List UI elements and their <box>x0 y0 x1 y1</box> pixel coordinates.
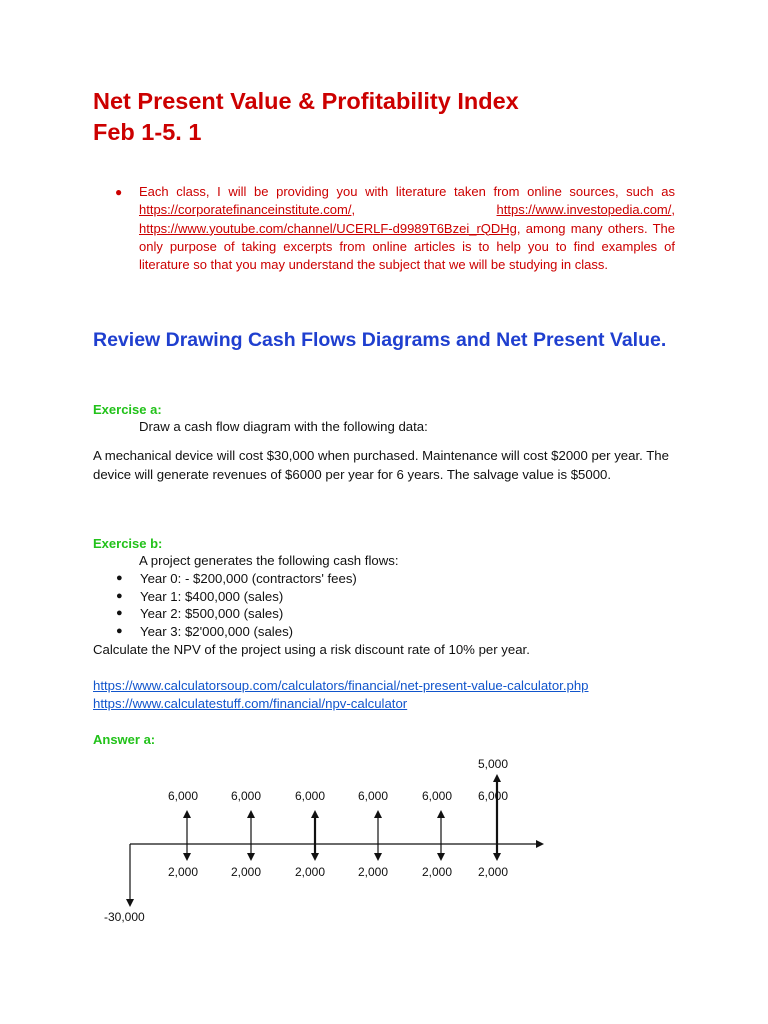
bullet-dot-icon: ● <box>116 572 123 584</box>
revenue-label-2: 6,000 <box>231 789 262 803</box>
maintenance-label-3: 2,000 <box>295 865 326 879</box>
salvage-label: 5,000 <box>478 757 509 771</box>
link-cfi[interactable]: https://corporatefinanceinstitute.com/ <box>139 202 352 218</box>
list-item-text: Year 2: $500,000 (sales) <box>140 606 284 622</box>
exercise-a-instruction: Draw a cash flow diagram with the following data: <box>139 419 428 434</box>
exercise-a-label: Exercise a: <box>93 402 162 417</box>
intro-sep-2: , <box>671 202 675 218</box>
link-calculatestuff[interactable]: https://www.calculatestuff.com/financial/npv-calculator <box>93 695 408 711</box>
intro-text-part-1: Each class, I will be providing you with literature taken from online sources, such as <box>139 184 675 199</box>
initial-cost-label: -30,000 <box>104 910 145 924</box>
link-calculatorsoup[interactable]: https://www.calculatorsoup.com/calculators/financial/net-present-value-calculator.php <box>93 678 589 693</box>
title-line-2: Feb 1-5. 1 <box>93 119 202 145</box>
maintenance-label-5: 2,000 <box>422 865 453 879</box>
list-item-text: Year 0: - $200,000 (contractors' fees) <box>140 571 357 586</box>
link-investopedia[interactable]: https://www.investopedia.com/ <box>496 202 672 218</box>
maintenance-label-6: 2,000 <box>478 865 509 879</box>
intro-text-part-2: , among many others. The only purpose of taking excerpts from online articles is to help you to find examples of literature so that you may understand the subject that we will be studying in class. <box>139 220 675 273</box>
bullet-dot-icon: ● <box>116 607 123 620</box>
list-item-text: Year 3: $2'000,000 (sales) <box>140 624 294 640</box>
exercise-b-intro: A project generates the following cash flows: <box>139 553 399 568</box>
revenue-label-1: 6,000 <box>168 789 199 803</box>
revenue-label-4: 6,000 <box>358 789 389 803</box>
exercise-b-question: Calculate the NPV of the project using a risk discount rate of 10% per year. <box>93 642 530 657</box>
link-youtube[interactable]: https://www.youtube.com/channel/UCERLF-d9989T6Bzei_rQDHg <box>139 220 517 236</box>
section-heading: Review Drawing Cash Flows Diagrams and Net Present Value. <box>93 329 667 351</box>
intro-sep-1: , <box>351 202 497 218</box>
bullet-dot-icon: ● <box>116 625 123 638</box>
maintenance-label-2: 2,000 <box>231 865 262 879</box>
bullet-dot-icon: ● <box>116 589 123 602</box>
maintenance-label-4: 2,000 <box>358 865 389 879</box>
exercise-a-description: A mechanical device will cost $30,000 when purchased. Maintenance will cost $2000 per year. The device will generate revenues of $6000 per year for 6 years. The salvage value is $5000. <box>93 448 669 482</box>
revenue-label-6: 6,000 <box>478 789 509 803</box>
revenue-label-3: 6,000 <box>295 789 326 803</box>
answer-a-label: Answer a: <box>93 732 156 747</box>
exercise-b-label: Exercise b: <box>93 536 163 551</box>
list-item-text: Year 1: $400,000 (sales) <box>140 588 284 604</box>
maintenance-label-1: 2,000 <box>168 865 199 879</box>
revenue-label-5: 6,000 <box>422 789 453 803</box>
bullet-dot-icon: ● <box>115 185 123 199</box>
title-line-1: Net Present Value & Profitability Index <box>93 88 519 114</box>
